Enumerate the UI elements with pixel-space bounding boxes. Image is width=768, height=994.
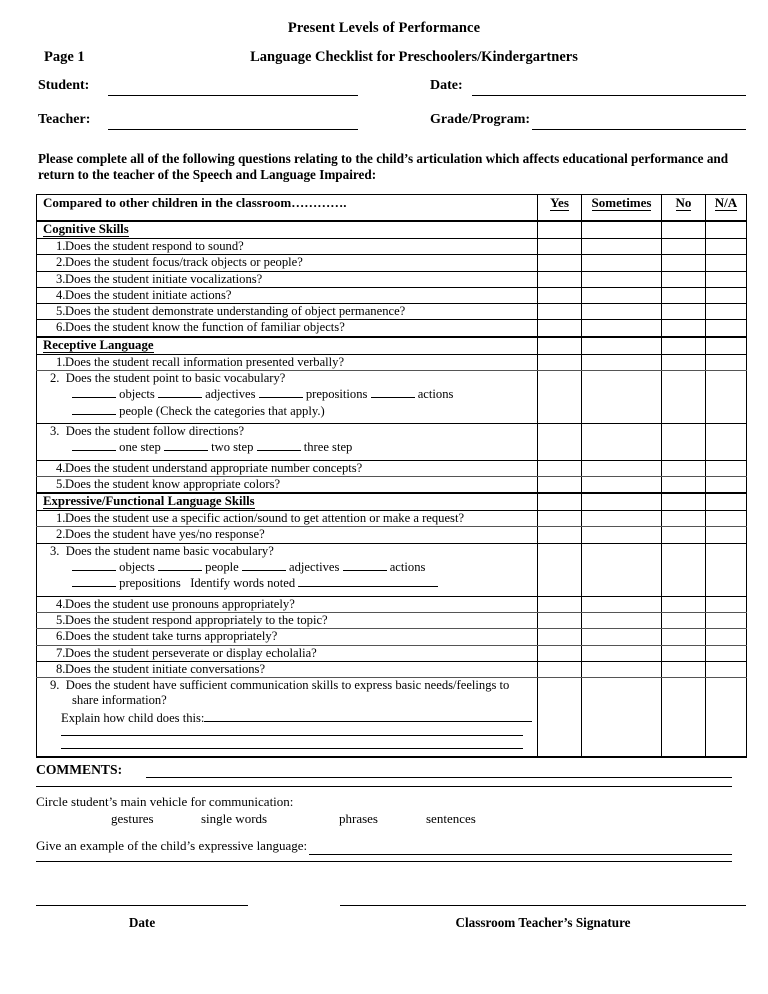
question-cell: [37, 320, 538, 337]
option-sentences[interactable]: sentences: [426, 811, 476, 827]
answer-na-cell[interactable]: [706, 543, 747, 596]
table-row: [37, 511, 747, 527]
sub-blanks-line-2: [37, 403, 537, 419]
header-question-col: Compared to other children in the classroom………….: [37, 195, 538, 222]
circle-options-row: [36, 811, 732, 829]
answer-sometimes-cell[interactable]: [582, 612, 662, 628]
question-cell: [37, 255, 538, 271]
student-label: Student:: [38, 78, 90, 93]
answer-no-cell[interactable]: [662, 271, 706, 287]
blank-field[interactable]: [72, 386, 116, 398]
question-number: 2.: [50, 371, 60, 386]
section-title-cell: [37, 493, 538, 511]
answer-yes-cell[interactable]: [538, 287, 582, 303]
instructions-line-1: Please complete all of the following questions relating to the child’s articulation which affects educational performance: [38, 151, 704, 166]
answer-no-cell[interactable]: [662, 476, 706, 493]
question-number: 2.: [56, 527, 66, 542]
question-text: Does the student have yes/no response?: [65, 527, 265, 542]
question-number: 4.: [56, 596, 66, 611]
answer-sometimes-cell[interactable]: [582, 678, 662, 757]
table-row: [37, 423, 747, 460]
answer-no-cell[interactable]: [662, 304, 706, 320]
section-row-cognitive-skills: [37, 221, 747, 239]
example-input[interactable]: [309, 854, 732, 855]
answer-no-cell[interactable]: [662, 460, 706, 476]
answer-na-cell[interactable]: [706, 423, 747, 460]
answer-na-cell[interactable]: [706, 629, 747, 645]
section-row-receptive-language: [37, 337, 747, 355]
sub-blanks-line-2: [37, 575, 537, 591]
answer-no-cell[interactable]: [662, 320, 706, 337]
answer-yes-cell[interactable]: [538, 371, 582, 424]
explain-blank-line-2[interactable]: [61, 735, 523, 736]
grade-program-label: Grade/Program:: [430, 112, 531, 127]
sub-label: adjectives: [289, 560, 340, 575]
sub-blanks-line-1: [37, 386, 537, 402]
comments-section: [36, 758, 732, 783]
question-cell: [37, 645, 538, 661]
header-no-label: No: [675, 195, 692, 210]
section-title-cell: [37, 337, 538, 355]
option-gestures[interactable]: gestures: [111, 811, 154, 827]
answer-yes-cell[interactable]: [538, 661, 582, 677]
section-sometimes-cell[interactable]: [582, 337, 662, 355]
section-na-cell[interactable]: [706, 221, 747, 239]
table-row: [37, 271, 747, 287]
blank-field[interactable]: [242, 559, 286, 571]
sub-label: people: [119, 403, 153, 418]
answer-yes-cell[interactable]: [538, 629, 582, 645]
question-number: 5.: [56, 476, 66, 491]
question-cell: [37, 543, 538, 596]
question-cell: [37, 271, 538, 287]
sub-note: Identify words noted: [190, 576, 296, 591]
sub-label: three step: [303, 440, 353, 455]
sub-label: actions: [417, 387, 454, 402]
answer-na-cell[interactable]: [706, 354, 747, 370]
teacher-signature-line[interactable]: [340, 905, 746, 906]
table-row: [37, 354, 747, 370]
question-cell: [37, 423, 538, 460]
answer-sometimes-cell[interactable]: [582, 511, 662, 527]
comments-label: COMMENTS:: [36, 762, 123, 778]
teacher-input[interactable]: [108, 129, 358, 130]
answer-no-cell[interactable]: [662, 661, 706, 677]
instructions-line-2: and return to the teacher of the Speech and Language Impaired:: [38, 151, 729, 182]
answer-sometimes-cell[interactable]: [582, 304, 662, 320]
table-header-row: [37, 195, 747, 222]
question-cell: [37, 527, 538, 543]
question-line: [37, 544, 537, 559]
date-caption: Date: [128, 915, 156, 931]
answer-na-cell[interactable]: [706, 511, 747, 527]
header-no-col: [662, 195, 706, 222]
answer-yes-cell[interactable]: [538, 596, 582, 612]
date-input[interactable]: [472, 95, 746, 96]
question-cell: [37, 460, 538, 476]
answer-yes-cell[interactable]: [538, 423, 582, 460]
comments-input[interactable]: [146, 777, 732, 778]
section-title-cell: [37, 221, 538, 239]
answer-yes-cell[interactable]: [538, 543, 582, 596]
circle-communication-section: [36, 794, 732, 829]
answer-no-cell[interactable]: [662, 371, 706, 424]
section-yes-cell[interactable]: [538, 221, 582, 239]
document-title: Present Levels of Performance: [287, 20, 481, 36]
blank-field[interactable]: [72, 575, 116, 587]
answer-no-cell[interactable]: [662, 678, 706, 757]
student-input[interactable]: [108, 95, 358, 96]
example-input-line-2[interactable]: [36, 861, 732, 862]
answer-na-cell[interactable]: [706, 612, 747, 628]
sub-label: one step: [119, 440, 161, 455]
answer-na-cell[interactable]: [706, 678, 747, 757]
question-text: Does the student know appropriate colors?: [65, 476, 281, 491]
blank-field[interactable]: [72, 403, 116, 415]
question-text: Does the student use pronouns appropriately?: [65, 596, 295, 611]
question-line: [37, 371, 537, 386]
question-cell: [37, 239, 538, 255]
answer-no-cell[interactable]: [662, 511, 706, 527]
section-row-expressive-functional-language-skills: [37, 493, 747, 511]
answer-no-cell[interactable]: [662, 255, 706, 271]
answer-yes-cell[interactable]: [538, 255, 582, 271]
explain-line: [37, 710, 537, 726]
question-text: Does the student know the function of familiar objects?: [65, 320, 345, 335]
sub-label: two step: [211, 440, 254, 455]
explain-input[interactable]: [204, 710, 532, 722]
answer-yes-cell[interactable]: [538, 354, 582, 370]
question-text: Does the student initiate conversations?: [65, 661, 266, 676]
answer-sometimes-cell[interactable]: [582, 661, 662, 677]
question-number: 3.: [50, 423, 60, 438]
answer-na-cell[interactable]: [706, 320, 747, 337]
question-cell: [37, 287, 538, 303]
sub-label: objects: [119, 560, 155, 575]
question-number: 6.: [56, 320, 66, 335]
header-na-label: N/A: [714, 195, 738, 210]
sub-label: prepositions: [119, 576, 181, 591]
table-row: [37, 612, 747, 628]
answer-no-cell[interactable]: [662, 543, 706, 596]
question-number: 3.: [50, 543, 60, 558]
document-subtitle: Language Checklist for Preschoolers/Kindergartners: [250, 49, 578, 65]
question-text: Does the student point to basic vocabulary?: [65, 371, 286, 386]
question-text: Does the student recall information presented verbally?: [65, 354, 345, 369]
table-row: [37, 239, 747, 255]
answer-sometimes-cell[interactable]: [582, 460, 662, 476]
answer-sometimes-cell[interactable]: [582, 255, 662, 271]
question-cell: [37, 511, 538, 527]
answer-na-cell[interactable]: [706, 645, 747, 661]
question-text: Does the student understand appropriate number concepts?: [65, 460, 363, 475]
sub-note: (Check the categories that apply.): [155, 403, 325, 418]
signature-area: [0, 905, 768, 945]
answer-na-cell[interactable]: [706, 287, 747, 303]
answer-sometimes-cell[interactable]: [582, 476, 662, 493]
section-yes-cell[interactable]: [538, 493, 582, 511]
answer-na-cell[interactable]: [706, 271, 747, 287]
answer-sometimes-cell[interactable]: [582, 543, 662, 596]
option-single-words[interactable]: single words: [201, 811, 268, 827]
section-na-cell[interactable]: [706, 493, 747, 511]
table-row: [37, 460, 747, 476]
date-label: Date:: [430, 78, 463, 93]
answer-no-cell[interactable]: [662, 239, 706, 255]
section-no-cell[interactable]: [662, 221, 706, 239]
answer-na-cell[interactable]: [706, 476, 747, 493]
answer-na-cell[interactable]: [706, 527, 747, 543]
answer-sometimes-cell[interactable]: [582, 354, 662, 370]
question-number: 4.: [56, 460, 66, 475]
sub-label: adjectives: [205, 387, 256, 402]
answer-yes-cell[interactable]: [538, 304, 582, 320]
answer-no-cell[interactable]: [662, 612, 706, 628]
question-cell: [37, 629, 538, 645]
table-row: [37, 527, 747, 543]
question-text: Does the student initiate actions?: [65, 287, 232, 302]
question-cell: [37, 612, 538, 628]
answer-no-cell[interactable]: [662, 645, 706, 661]
answer-sometimes-cell[interactable]: [582, 629, 662, 645]
answer-sometimes-cell[interactable]: [582, 320, 662, 337]
blank-field[interactable]: [158, 386, 202, 398]
question-cell: [37, 661, 538, 677]
question-cell: [37, 354, 538, 370]
question-cell: [37, 476, 538, 493]
question-number: 7.: [56, 645, 66, 660]
sub-label: objects: [119, 387, 155, 402]
sub-label: actions: [389, 560, 426, 575]
answer-na-cell[interactable]: [706, 239, 747, 255]
question-cell: [37, 678, 538, 757]
answer-yes-cell[interactable]: [538, 239, 582, 255]
blank-field[interactable]: [72, 559, 116, 571]
question-text: Does the student respond to sound?: [65, 239, 244, 253]
answer-no-cell[interactable]: [662, 527, 706, 543]
answer-sometimes-cell[interactable]: [582, 239, 662, 255]
answer-no-cell[interactable]: [662, 629, 706, 645]
question-text: Does the student name basic vocabulary?: [65, 543, 274, 558]
question-line: [37, 424, 537, 439]
question-number: 5.: [56, 304, 66, 319]
answer-no-cell[interactable]: [662, 287, 706, 303]
question-number: 1.: [56, 511, 66, 526]
subtitle-row: [0, 49, 768, 69]
table-row: [37, 476, 747, 493]
answer-yes-cell[interactable]: [538, 612, 582, 628]
sub-label: people: [205, 560, 239, 575]
blank-field[interactable]: [164, 439, 208, 451]
blank-field[interactable]: [257, 439, 301, 451]
sub-blanks-line-1: [37, 439, 537, 455]
table-row: [37, 255, 747, 271]
section-title-expressive-functional: Expressive/Functional Language Skills: [43, 494, 255, 509]
question-number: 1.: [56, 239, 66, 253]
table-row: [37, 645, 747, 661]
question-text: Does the student follow directions?: [65, 423, 245, 438]
question-text: Does the student take turns appropriately?: [65, 629, 278, 644]
option-phrases[interactable]: phrases: [339, 811, 378, 827]
circle-prompt: Circle student’s main vehicle for communication:: [36, 794, 294, 810]
date-signature-line[interactable]: [36, 905, 248, 906]
answer-sometimes-cell[interactable]: [582, 596, 662, 612]
section-title-receptive-language: Receptive Language: [43, 337, 154, 352]
identify-words-input[interactable]: [298, 575, 438, 587]
table-row: [37, 287, 747, 303]
question-text: Does the student focus/track objects or people?: [65, 255, 303, 270]
table-row: [37, 629, 747, 645]
table-row: [37, 543, 747, 596]
question-number: 3.: [56, 271, 66, 286]
question-number: 9.: [50, 678, 60, 693]
answer-na-cell[interactable]: [706, 596, 747, 612]
question-text: Does the student respond appropriately to the topic?: [65, 612, 328, 627]
section-sometimes-cell[interactable]: [582, 493, 662, 511]
answer-sometimes-cell[interactable]: [582, 645, 662, 661]
question-cell: [37, 371, 538, 424]
question-number: 4.: [56, 287, 66, 302]
section-na-cell[interactable]: [706, 337, 747, 355]
answer-sometimes-cell[interactable]: [582, 423, 662, 460]
table-row: [37, 678, 747, 757]
section-yes-cell[interactable]: [538, 337, 582, 355]
comments-divider: [36, 786, 732, 787]
answer-no-cell[interactable]: [662, 354, 706, 370]
section-sometimes-cell[interactable]: [582, 221, 662, 239]
student-date-row: [0, 78, 768, 103]
answer-no-cell[interactable]: [662, 423, 706, 460]
section-title-cognitive-skills: Cognitive Skills: [43, 222, 129, 236]
blank-field[interactable]: [158, 559, 202, 571]
question-number: 8.: [56, 661, 66, 676]
checklist-table: [36, 194, 747, 758]
page-number-label: Page 1: [44, 49, 85, 65]
question-number: 1.: [56, 354, 66, 369]
header-yes-label: Yes: [550, 195, 569, 210]
table-row: [37, 371, 747, 424]
answer-yes-cell[interactable]: [538, 527, 582, 543]
answer-na-cell[interactable]: [706, 371, 747, 424]
answer-sometimes-cell[interactable]: [582, 371, 662, 424]
answer-yes-cell[interactable]: [538, 645, 582, 661]
answer-yes-cell[interactable]: [538, 476, 582, 493]
answer-sometimes-cell[interactable]: [582, 287, 662, 303]
answer-na-cell[interactable]: [706, 304, 747, 320]
question-number: 5.: [56, 612, 66, 627]
answer-na-cell[interactable]: [706, 460, 747, 476]
answer-na-cell[interactable]: [706, 661, 747, 677]
sub-label: prepositions: [305, 387, 368, 402]
table-row: [37, 320, 747, 337]
question-text: Does the student initiate vocalizations?: [65, 271, 263, 286]
explain-blank-line-3[interactable]: [61, 748, 523, 749]
example-label: Give an example of the child’s expressive language:: [36, 838, 308, 854]
answer-yes-cell[interactable]: [538, 320, 582, 337]
blank-field[interactable]: [259, 386, 303, 398]
answer-yes-cell[interactable]: [538, 460, 582, 476]
table-row: [37, 596, 747, 612]
header-na-col: [706, 195, 747, 222]
blank-field[interactable]: [72, 439, 116, 451]
question-line: [37, 678, 537, 709]
blank-field[interactable]: [343, 559, 387, 571]
explain-label: Explain how child does this:: [61, 710, 205, 725]
answer-yes-cell[interactable]: [538, 678, 582, 757]
question-text: Does the student use a specific action/sound to get attention or make a request?: [65, 511, 465, 526]
question-cell: [37, 596, 538, 612]
question-text: Does the student perseverate or display echolalia?: [65, 645, 317, 660]
answer-sometimes-cell[interactable]: [582, 527, 662, 543]
instructions-block: [38, 151, 730, 183]
question-number: 6.: [56, 629, 66, 644]
teacher-label: Teacher:: [38, 112, 91, 127]
question-text: Does the student have sufficient communication skills to express basic needs/feelings to share information?: [65, 678, 510, 708]
grade-program-input[interactable]: [532, 129, 746, 130]
header-sometimes-label: Sometimes: [591, 195, 652, 210]
section-no-cell[interactable]: [662, 493, 706, 511]
header-yes-col: [538, 195, 582, 222]
answer-na-cell[interactable]: [706, 255, 747, 271]
section-no-cell[interactable]: [662, 337, 706, 355]
answer-yes-cell[interactable]: [538, 271, 582, 287]
answer-no-cell[interactable]: [662, 596, 706, 612]
answer-sometimes-cell[interactable]: [582, 271, 662, 287]
answer-yes-cell[interactable]: [538, 511, 582, 527]
teacher-grade-row: [0, 112, 768, 137]
table-row: [37, 661, 747, 677]
question-number: 2.: [56, 255, 66, 270]
signature-caption: Classroom Teacher’s Signature: [455, 915, 631, 931]
sub-blanks-line-1: [37, 559, 537, 575]
example-row: [36, 838, 732, 858]
question-cell: [37, 304, 538, 320]
header-sometimes-col: [582, 195, 662, 222]
checklist-table-wrap: [36, 194, 746, 758]
question-text: Does the student demonstrate understanding of object permanence?: [65, 304, 406, 319]
blank-field[interactable]: [371, 386, 415, 398]
table-row: [37, 304, 747, 320]
